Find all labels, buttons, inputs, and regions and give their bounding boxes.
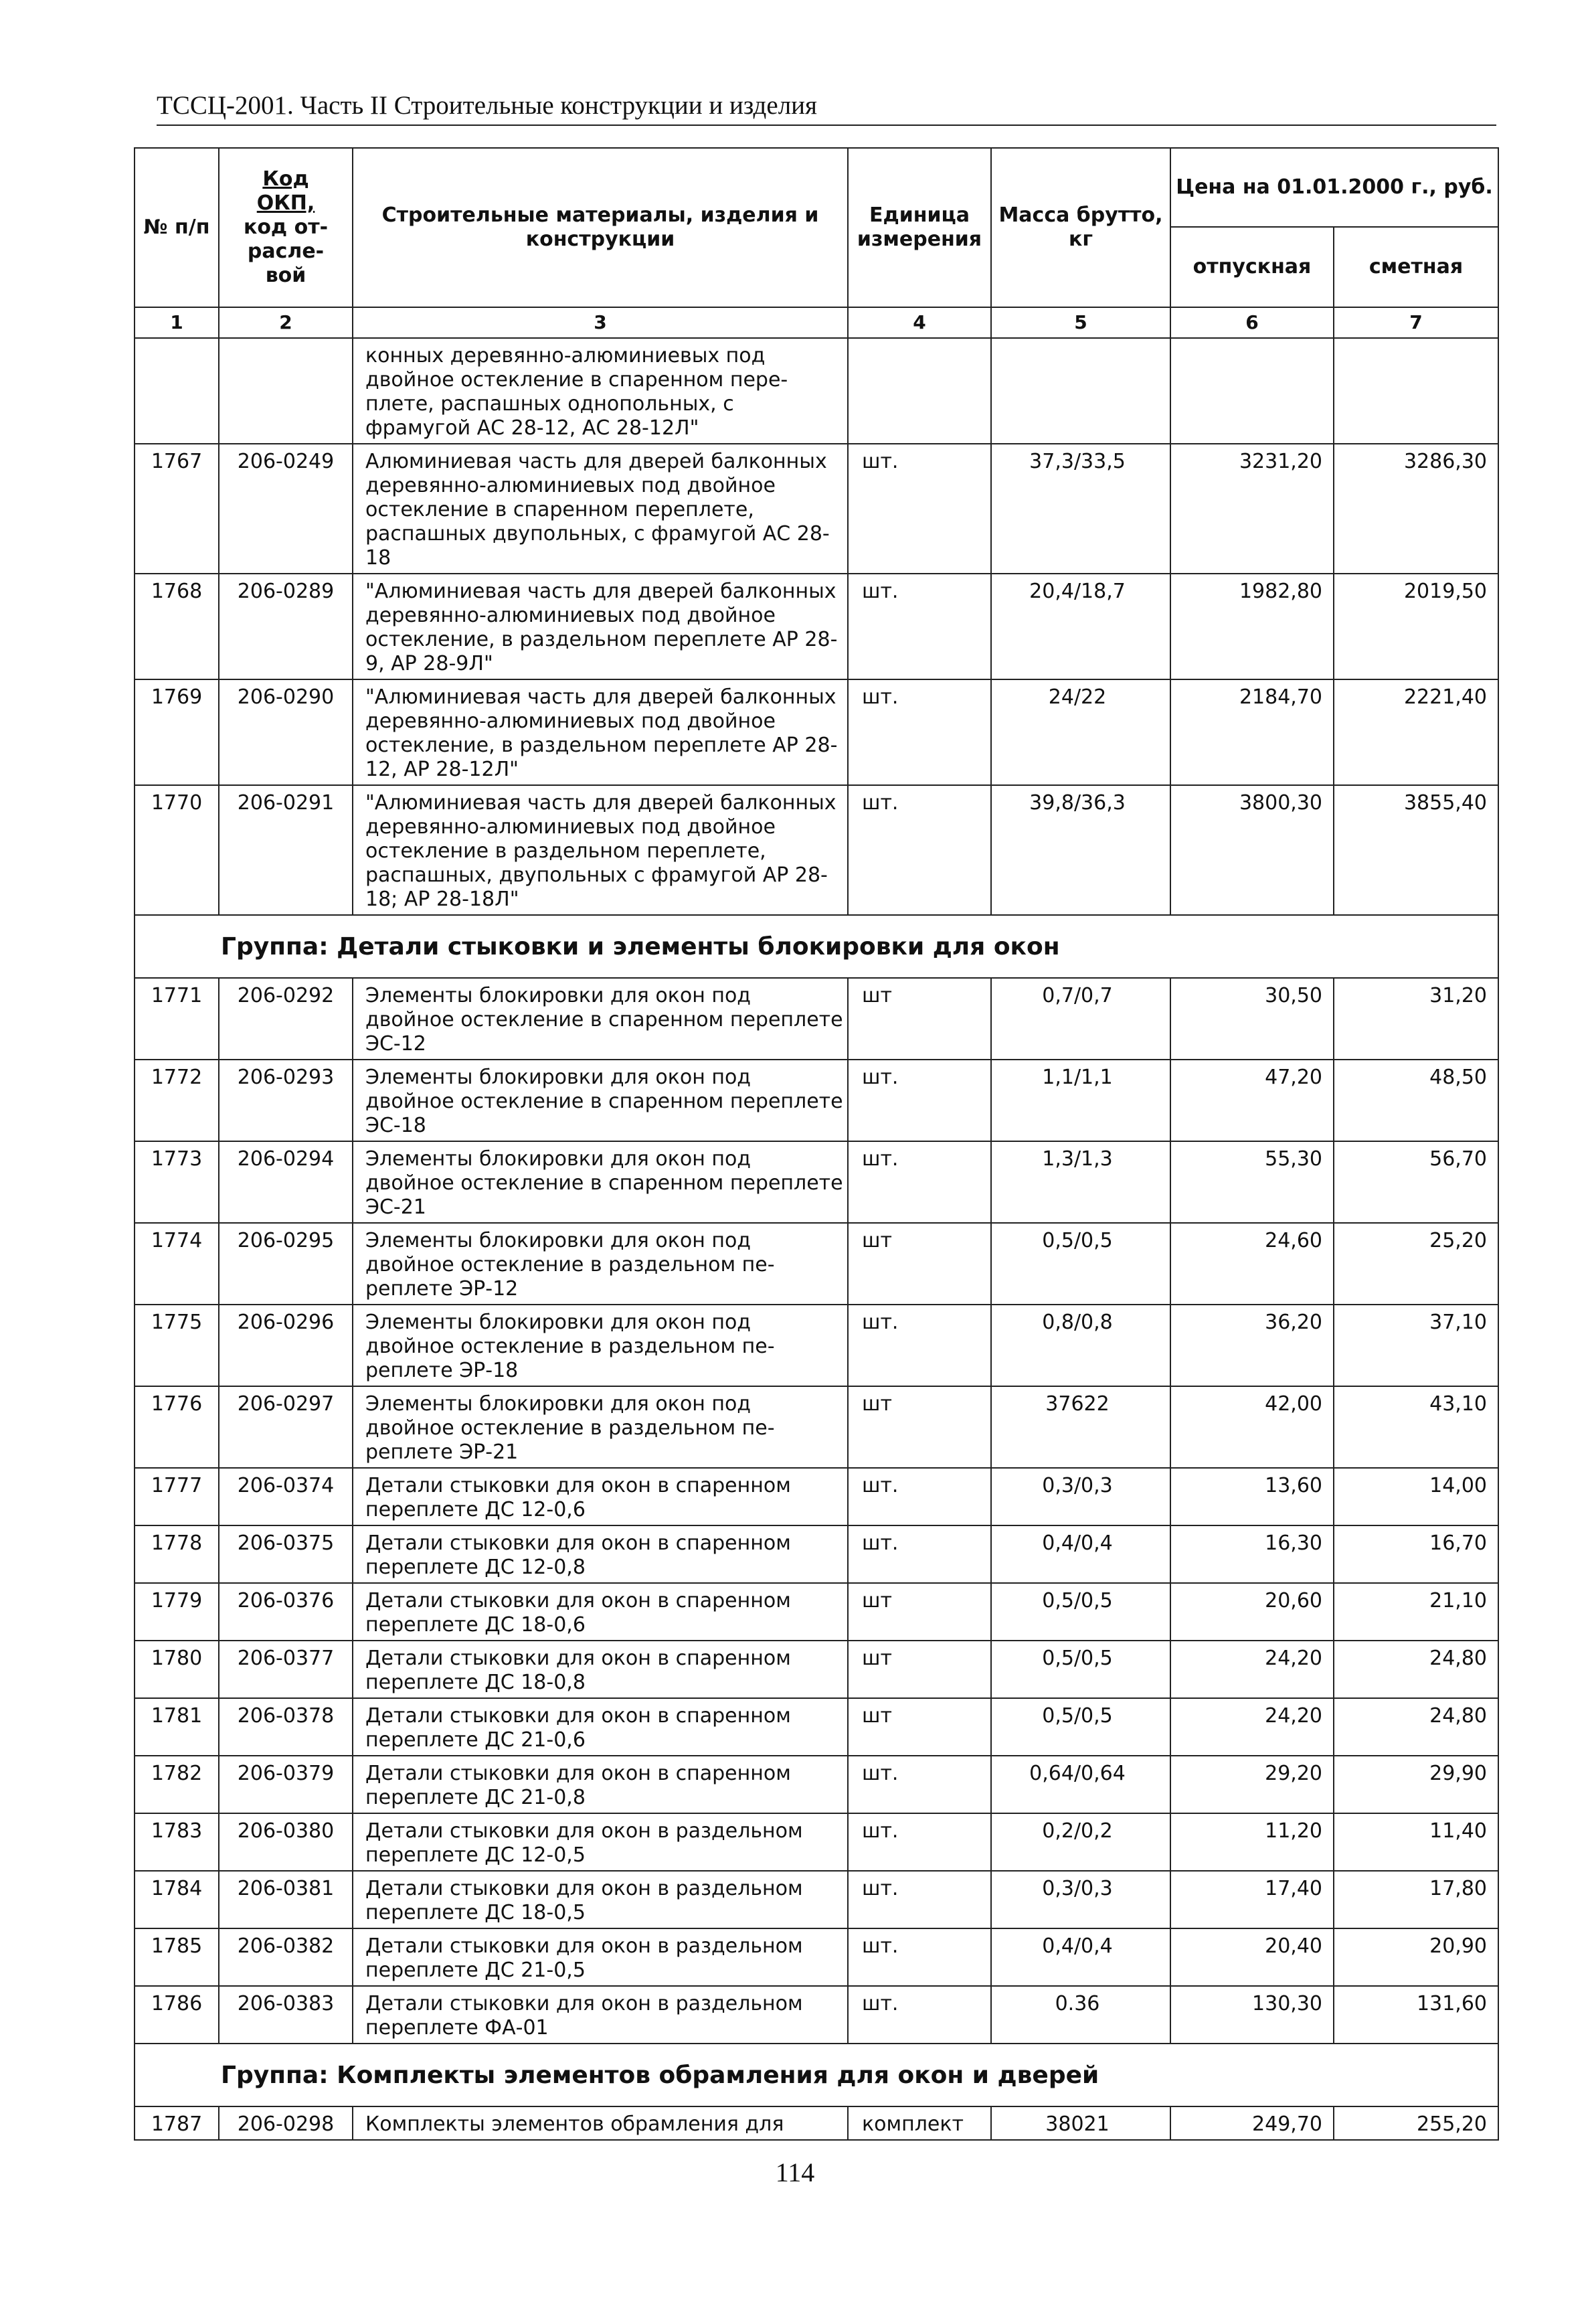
- item-description: Детали стыковки для окон в спаренном переплете ДС 12-0,8: [353, 1525, 848, 1583]
- page-number: 114: [775, 2157, 815, 2187]
- okp-code: 206-0293: [219, 1060, 353, 1141]
- unit-of-measure: шт.: [848, 1468, 991, 1525]
- gross-mass: 1,3/1,3: [991, 1141, 1170, 1223]
- release-price: 130,30: [1170, 1986, 1334, 2044]
- item-description: Детали стыковки для окон в спаренном переплете ДС 21-0,6: [353, 1698, 848, 1756]
- estimate-price: 17,80: [1334, 1871, 1498, 1928]
- table-row: [135, 978, 1498, 1060]
- okp-code: 206-0297: [219, 1386, 353, 1468]
- gross-mass: 0.36: [991, 1986, 1170, 2044]
- okp-code: 206-0296: [219, 1305, 353, 1386]
- release-price: 17,40: [1170, 1871, 1334, 1928]
- group-row: [135, 915, 1498, 978]
- price-table: [134, 147, 1499, 2141]
- unit-of-measure: шт.: [848, 574, 991, 679]
- release-price: 55,30: [1170, 1141, 1334, 1223]
- unit-of-measure: шт.: [848, 444, 991, 574]
- col-header-code-line1: Код: [262, 167, 309, 191]
- col-header-code-line3: код от-: [243, 216, 329, 239]
- estimate-price: 25,20: [1334, 1223, 1498, 1305]
- gross-mass: 38021: [991, 2106, 1170, 2140]
- item-description: Детали стыковки для окон в раздельном переплете ДС 12-0,5: [353, 1813, 848, 1871]
- col-header-unit: Единица измерения: [848, 148, 991, 307]
- estimate-price: 2019,50: [1334, 574, 1498, 679]
- table-row: [135, 338, 1498, 444]
- col-number: 6: [1170, 307, 1334, 338]
- unit-of-measure: шт: [848, 978, 991, 1060]
- estimate-price: 48,50: [1334, 1060, 1498, 1141]
- row-number: 1777: [135, 1468, 219, 1525]
- estimate-price: 24,80: [1334, 1641, 1498, 1698]
- row-number: 1768: [135, 574, 219, 679]
- row-number: 1775: [135, 1305, 219, 1386]
- item-description: "Алюминиевая часть для дверей балконных деревянно-алюминиевых под двойное остекление, в раздельном переплете АР 28-9, АР 28-9Л": [353, 574, 848, 679]
- estimate-price: 24,80: [1334, 1698, 1498, 1756]
- release-price: 13,60: [1170, 1468, 1334, 1525]
- gross-mass: 20,4/18,7: [991, 574, 1170, 679]
- row-number: 1770: [135, 785, 219, 915]
- release-price: 24,60: [1170, 1223, 1334, 1305]
- release-price: 2184,70: [1170, 679, 1334, 785]
- unit-of-measure: шт: [848, 1641, 991, 1698]
- estimate-price: 56,70: [1334, 1141, 1498, 1223]
- okp-code: 206-0378: [219, 1698, 353, 1756]
- okp-code: 206-0377: [219, 1641, 353, 1698]
- gross-mass: 0,2/0,2: [991, 1813, 1170, 1871]
- okp-code: 206-0291: [219, 785, 353, 915]
- gross-mass: 0,5/0,5: [991, 1641, 1170, 1698]
- row-number: 1773: [135, 1141, 219, 1223]
- estimate-price: 3855,40: [1334, 785, 1498, 915]
- release-price: 11,20: [1170, 1813, 1334, 1871]
- row-number: 1786: [135, 1986, 219, 2044]
- table-row: [135, 1928, 1498, 1986]
- gross-mass: 37622: [991, 1386, 1170, 1468]
- unit-of-measure: шт.: [848, 1756, 991, 1813]
- item-description: Элементы блокировки для окон под двойное остекление в раздельном переплете ЭР-18: [353, 1305, 848, 1386]
- col-header-code-line5: вой: [265, 264, 306, 287]
- okp-code: 206-0374: [219, 1468, 353, 1525]
- estimate-price: 14,00: [1334, 1468, 1498, 1525]
- item-description: Комплекты элементов обрамления для: [353, 2106, 848, 2140]
- col-header-name: Строительные материалы, изделия и конструкции: [353, 148, 848, 307]
- row-number: 1774: [135, 1223, 219, 1305]
- table-row: [135, 1386, 1498, 1468]
- unit-of-measure: шт.: [848, 679, 991, 785]
- table-row: [135, 1060, 1498, 1141]
- col-header-price-estimate: сметная: [1334, 227, 1498, 307]
- gross-mass: 0,8/0,8: [991, 1305, 1170, 1386]
- unit-of-measure: шт.: [848, 1986, 991, 2044]
- item-description: Алюминиевая часть для дверей балконных деревянно-алюминиевых под двойное остекление в спаренном переплете, распашных двупольных, с фрамугой АС 28-18: [353, 444, 848, 574]
- row-number: [135, 338, 219, 444]
- estimate-price: [1334, 338, 1498, 444]
- estimate-price: 31,20: [1334, 978, 1498, 1060]
- item-description: Элементы блокировки для окон под двойное остекление в спаренном переплете ЭС-12: [353, 978, 848, 1060]
- row-number: 1779: [135, 1583, 219, 1641]
- unit-of-measure: шт.: [848, 1525, 991, 1583]
- estimate-price: 255,20: [1334, 2106, 1498, 2140]
- gross-mass: 0,5/0,5: [991, 1223, 1170, 1305]
- release-price: 3231,20: [1170, 444, 1334, 574]
- okp-code: [219, 338, 353, 444]
- estimate-price: 29,90: [1334, 1756, 1498, 1813]
- okp-code: 206-0292: [219, 978, 353, 1060]
- release-price: 20,40: [1170, 1928, 1334, 1986]
- col-number: 3: [353, 307, 848, 338]
- gross-mass: 37,3/33,5: [991, 444, 1170, 574]
- page-header: ТССЦ-2001. Часть II Строительные конструкции и изделия: [157, 90, 1496, 126]
- item-description: Элементы блокировки для окон под двойное остекление в спаренном переплете ЭС-21: [353, 1141, 848, 1223]
- col-number: 4: [848, 307, 991, 338]
- estimate-price: 43,10: [1334, 1386, 1498, 1468]
- row-number: 1772: [135, 1060, 219, 1141]
- table-row: [135, 444, 1498, 574]
- release-price: 3800,30: [1170, 785, 1334, 915]
- table-row: [135, 679, 1498, 785]
- unit-of-measure: шт.: [848, 1813, 991, 1871]
- row-number: 1769: [135, 679, 219, 785]
- release-price: 29,20: [1170, 1756, 1334, 1813]
- row-number: 1776: [135, 1386, 219, 1468]
- item-description: Элементы блокировки для окон под двойное остекление в раздельном переплете ЭР-21: [353, 1386, 848, 1468]
- gross-mass: 24/22: [991, 679, 1170, 785]
- gross-mass: 0,5/0,5: [991, 1583, 1170, 1641]
- item-description: Детали стыковки для окон в спаренном переплете ДС 12-0,6: [353, 1468, 848, 1525]
- table-row: [135, 1525, 1498, 1583]
- unit-of-measure: шт: [848, 1223, 991, 1305]
- release-price: 249,70: [1170, 2106, 1334, 2140]
- gross-mass: 0,7/0,7: [991, 978, 1170, 1060]
- gross-mass: 0,3/0,3: [991, 1468, 1170, 1525]
- col-header-price-release: отпускная: [1170, 227, 1334, 307]
- group-title: Группа: Детали стыковки и элементы блокировки для окон: [135, 915, 1498, 978]
- group-title: Группа: Комплекты элементов обрамления для окон и дверей: [135, 2044, 1498, 2106]
- column-number-row: [135, 307, 1498, 338]
- table-row: [135, 1468, 1498, 1525]
- release-price: 20,60: [1170, 1583, 1334, 1641]
- row-number: 1782: [135, 1756, 219, 1813]
- gross-mass: 0,4/0,4: [991, 1928, 1170, 1986]
- okp-code: 206-0298: [219, 2106, 353, 2140]
- row-number: 1767: [135, 444, 219, 574]
- table-row: [135, 1583, 1498, 1641]
- item-description: Детали стыковки для окон в спаренном переплете ДС 18-0,6: [353, 1583, 848, 1641]
- col-number: 5: [991, 307, 1170, 338]
- gross-mass: 0,64/0,64: [991, 1756, 1170, 1813]
- item-description: конных деревянно-алюминиевых под двойное остекление в спаренном переплете, распашных однопольных, с фрамугой АС 28-12, АС 28-12Л": [353, 338, 848, 444]
- row-number: 1778: [135, 1525, 219, 1583]
- okp-code: 206-0376: [219, 1583, 353, 1641]
- estimate-price: 20,90: [1334, 1928, 1498, 1986]
- item-description: "Алюминиевая часть для дверей балконных деревянно-алюминиевых под двойное остекление, в раздельном переплете АР 28-12, АР 28-12Л": [353, 679, 848, 785]
- table-row: [135, 1641, 1498, 1698]
- col-header-code-line2: ОКП,: [256, 191, 315, 215]
- col-number: 1: [135, 307, 219, 338]
- col-number: 7: [1334, 307, 1498, 338]
- row-number: 1787: [135, 2106, 219, 2140]
- row-number: 1780: [135, 1641, 219, 1698]
- unit-of-measure: шт.: [848, 785, 991, 915]
- table-row: [135, 1986, 1498, 2044]
- release-price: 42,00: [1170, 1386, 1334, 1468]
- col-header-code-line4: расле-: [247, 240, 325, 263]
- unit-of-measure: комплект: [848, 2106, 991, 2140]
- unit-of-measure: шт.: [848, 1141, 991, 1223]
- estimate-price: 37,10: [1334, 1305, 1498, 1386]
- unit-of-measure: шт: [848, 1583, 991, 1641]
- release-price: 47,20: [1170, 1060, 1334, 1141]
- col-header-mass: Масса брутто, кг: [991, 148, 1170, 307]
- unit-of-measure: шт.: [848, 1871, 991, 1928]
- gross-mass: 0,5/0,5: [991, 1698, 1170, 1756]
- estimate-price: 21,10: [1334, 1583, 1498, 1641]
- okp-code: 206-0294: [219, 1141, 353, 1223]
- release-price: 1982,80: [1170, 574, 1334, 679]
- release-price: 24,20: [1170, 1641, 1334, 1698]
- table-row: [135, 1756, 1498, 1813]
- okp-code: 206-0295: [219, 1223, 353, 1305]
- estimate-price: 3286,30: [1334, 444, 1498, 574]
- gross-mass: 0,3/0,3: [991, 1871, 1170, 1928]
- unit-of-measure: шт.: [848, 1305, 991, 1386]
- estimate-price: 2221,40: [1334, 679, 1498, 785]
- row-number: 1783: [135, 1813, 219, 1871]
- unit-of-measure: шт.: [848, 1060, 991, 1141]
- item-description: Детали стыковки для окон в спаренном переплете ДС 21-0,8: [353, 1756, 848, 1813]
- release-price: 36,20: [1170, 1305, 1334, 1386]
- unit-of-measure: [848, 338, 991, 444]
- item-description: Детали стыковки для окон в раздельном переплете ДС 18-0,5: [353, 1871, 848, 1928]
- table-row: [135, 574, 1498, 679]
- table-row: [135, 1698, 1498, 1756]
- table-row: [135, 1141, 1498, 1223]
- release-price: [1170, 338, 1334, 444]
- gross-mass: 39,8/36,3: [991, 785, 1170, 915]
- group-row: [135, 2044, 1498, 2106]
- item-description: Детали стыковки для окон в спаренном переплете ДС 18-0,8: [353, 1641, 848, 1698]
- table-body: [135, 307, 1498, 2140]
- col-number: 2: [219, 307, 353, 338]
- col-header-num: № п/п: [135, 148, 219, 307]
- table-row: [135, 1223, 1498, 1305]
- row-number: 1781: [135, 1698, 219, 1756]
- estimate-price: 16,70: [1334, 1525, 1498, 1583]
- gross-mass: [991, 338, 1170, 444]
- estimate-price: 131,60: [1334, 1986, 1498, 2044]
- item-description: "Алюминиевая часть для дверей балконных деревянно-алюминиевых под двойное остекление в раздельном переплете, распашных, двупольных с фрамугой АР 28-18; АР 28-18Л": [353, 785, 848, 915]
- col-header-code: [219, 148, 353, 307]
- table-row: [135, 785, 1498, 915]
- row-number: 1785: [135, 1928, 219, 1986]
- release-price: 16,30: [1170, 1525, 1334, 1583]
- okp-code: 206-0380: [219, 1813, 353, 1871]
- row-number: 1784: [135, 1871, 219, 1928]
- okp-code: 206-0382: [219, 1928, 353, 1986]
- gross-mass: 0,4/0,4: [991, 1525, 1170, 1583]
- okp-code: 206-0375: [219, 1525, 353, 1583]
- item-description: Детали стыковки для окон в раздельном переплете ФА-01: [353, 1986, 848, 2044]
- okp-code: 206-0381: [219, 1871, 353, 1928]
- row-number: 1771: [135, 978, 219, 1060]
- unit-of-measure: шт: [848, 1698, 991, 1756]
- table-row: [135, 1305, 1498, 1386]
- item-description: Элементы блокировки для окон под двойное остекление в раздельном переплете ЭР-12: [353, 1223, 848, 1305]
- okp-code: 206-0383: [219, 1986, 353, 2044]
- gross-mass: 1,1/1,1: [991, 1060, 1170, 1141]
- table-row: [135, 1813, 1498, 1871]
- okp-code: 206-0289: [219, 574, 353, 679]
- unit-of-measure: шт.: [848, 1928, 991, 1986]
- unit-of-measure: шт: [848, 1386, 991, 1468]
- release-price: 30,50: [1170, 978, 1334, 1060]
- release-price: 24,20: [1170, 1698, 1334, 1756]
- estimate-price: 11,40: [1334, 1813, 1498, 1871]
- item-description: Элементы блокировки для окон под двойное остекление в спаренном переплете ЭС-18: [353, 1060, 848, 1141]
- table-row: [135, 1871, 1498, 1928]
- table-row: [135, 2106, 1498, 2140]
- okp-code: 206-0379: [219, 1756, 353, 1813]
- item-description: Детали стыковки для окон в раздельном переплете ДС 21-0,5: [353, 1928, 848, 1986]
- okp-code: 206-0249: [219, 444, 353, 574]
- okp-code: 206-0290: [219, 679, 353, 785]
- col-header-price: Цена на 01.01.2000 г., руб.: [1170, 148, 1498, 227]
